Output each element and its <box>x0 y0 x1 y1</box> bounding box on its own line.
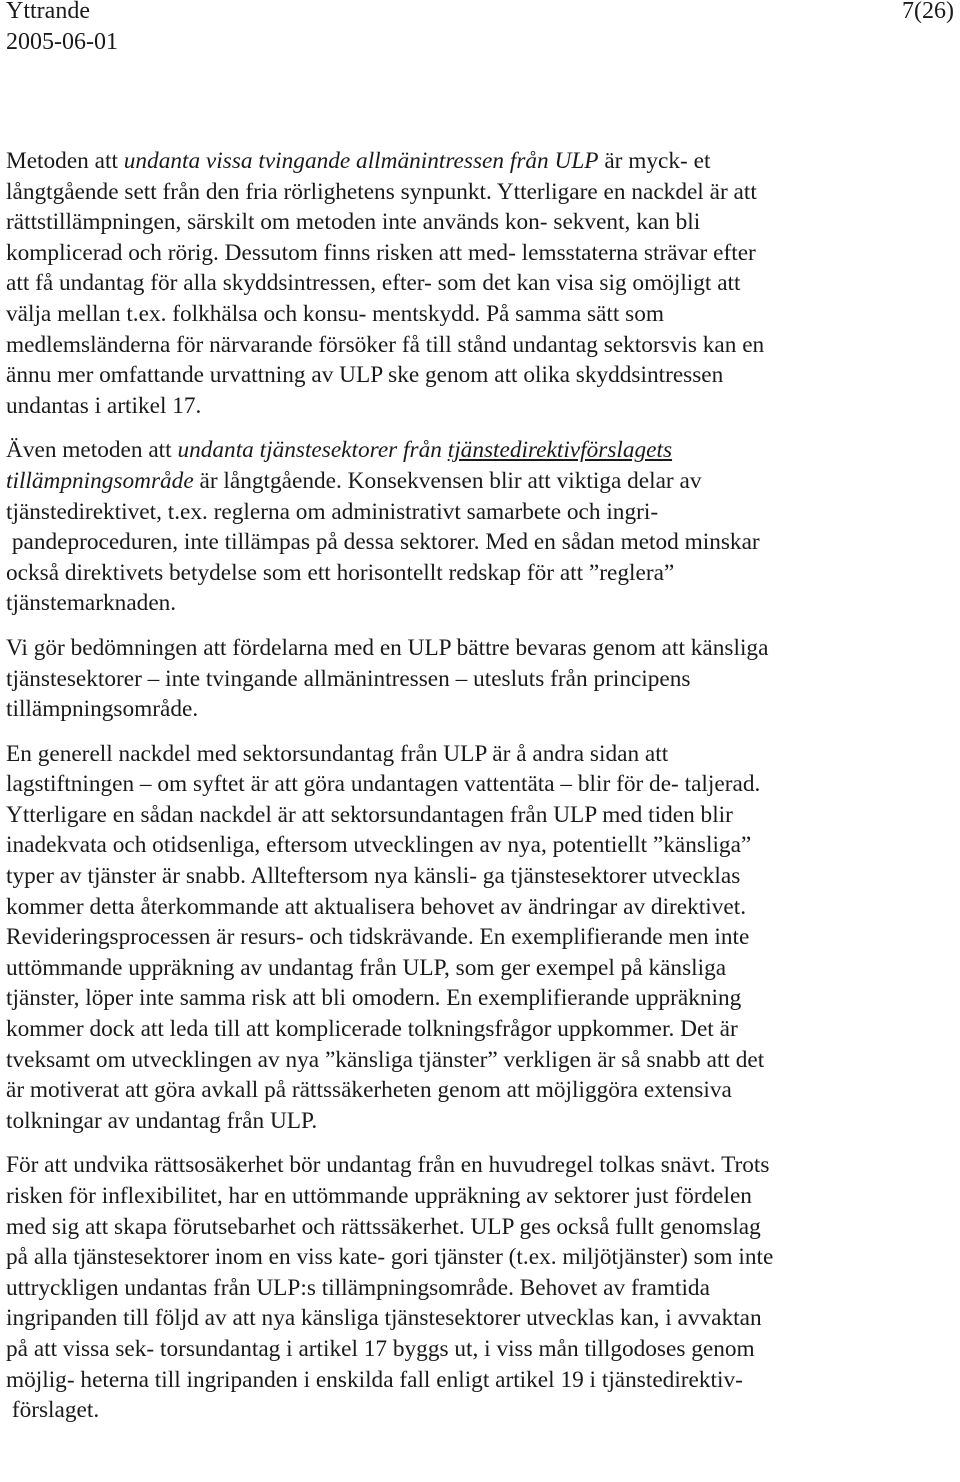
paragraph-1-emphasis: undanta vissa tvingande allmänintressen från ULP <box>123 148 599 174</box>
paragraph-2-underlined-term: tjänstedirektivförslagets <box>447 437 673 464</box>
paragraph-2-text-b: är långtgående. Konsekvensen blir att viktiga delar av tjänstedirektivet, t.ex. reglerna om administrativt samarbete och ingri- pandeproceduren, inte tillämpas på dessa sektorer. Med en sådan metod minskar också direktivets betydelse som ett horisontellt redskap för att ”reglera” tjänstemarknaden. <box>6 467 760 617</box>
paragraph-1 <box>6 146 778 421</box>
page-header <box>6 0 954 70</box>
paragraph-2-emphasis-b: tillämpningsområde <box>6 467 194 494</box>
page-number: 7(26) <box>902 0 954 24</box>
document-date: 2005-06-01 <box>6 29 118 55</box>
paragraph-4: En generell nackdel med sektorsundantag från ULP är å andra sidan att lagstiftningen – om syftet är att göra undantagen vattentäta – blir för de- taljerad. Ytterligare en sådan nackdel är att sektorsundantagen från ULP med tiden blir inadekvata och otidsenliga, eftersom utvecklingen av nya, potentiellt ”känsliga” typer av tjänster är snabb. Allteftersom nya känsli- ga tjänstesektorer utvecklas kommer detta återkommande att aktualisera behovet av ändringar av direktivet. Revideringsprocessen är resurs- och tidskrävande. En exemplifierande men inte uttömmande uppräkning av undantag från ULP, som ger exempel på känsliga tjänster, löper inte samma risk att bli omodern. En exemplifierande uppräkning kommer dock att leda till att komplicerade tolkningsfrågor uppkommer. Det är tveksamt om utvecklingen av nya ”känsliga tjänster” verkligen är så snabb att det är motiverat att göra avkall på rättssäkerheten genom att möjliggöra extensiva tolkningar av undantag från ULP. <box>6 740 765 1134</box>
paragraph-2 <box>6 435 778 619</box>
paragraph-1-text-b: är myck- et långtgående sett från den fria rörlighetens synpunkt. Ytterligare en nackdel är att rättstillämpningen, särskilt om metoden inte används kon- sekvent, kan bli komplicerad och rörig. Dessutom finns risken att med- lemsstaterna strävar efter att få undantag för alla skyddsintressen, efter- som det kan visa sig omöjligt att välja mellan t.ex. folkhälsa och konsu- mentskydd. På samma sätt som medlemsländerna för närvarande försöker få till stånd undantag sektorsvis kan en ännu mer omfattande urvattning av ULP ske genom att olika skyddsintressen undantas i artikel 17. <box>6 148 765 419</box>
paragraph-2-text-a: Även metoden att <box>6 437 178 464</box>
paragraph-3: Vi gör bedömningen att fördelarna med en ULP bättre bevaras genom att känsliga tjänstesektorer – inte tvingande allmänintressen – utesluts från principens tillämpningsområde. <box>6 634 769 723</box>
document-title: Yttrande <box>6 0 90 24</box>
paragraph-2-emphasis-a: undanta tjänstesektorer från <box>177 437 448 464</box>
paragraph-5: För att undvika rättsosäkerhet bör undantag från en huvudregel tolkas snävt. Trots risken för inflexibilitet, har en uttömmande uppräkning av sektorer just fördelen med sig att skapa förutsebarhet och rättssäkerhet. ULP ges också fullt genomslag på alla tjänstesektorer inom en viss kate- gori tjänster (t.ex. miljötjänster) som inte uttryckligen undantas från ULP:s tillämpningsområde. Behovet av framtida ingripanden till följd av att nya känsliga tjänstesektorer utvecklas kan, i avvaktan på att vissa sek- torsundantag i artikel 17 byggs ut, i viss mån tillgodoses genom möjlig- heterna till ingripanden i enskilda fall enligt artikel 19 i tjänstedirektiv- förslaget. <box>6 1152 774 1424</box>
document-body <box>6 146 778 1426</box>
paragraph-1-text-a: Metoden att <box>6 148 124 174</box>
